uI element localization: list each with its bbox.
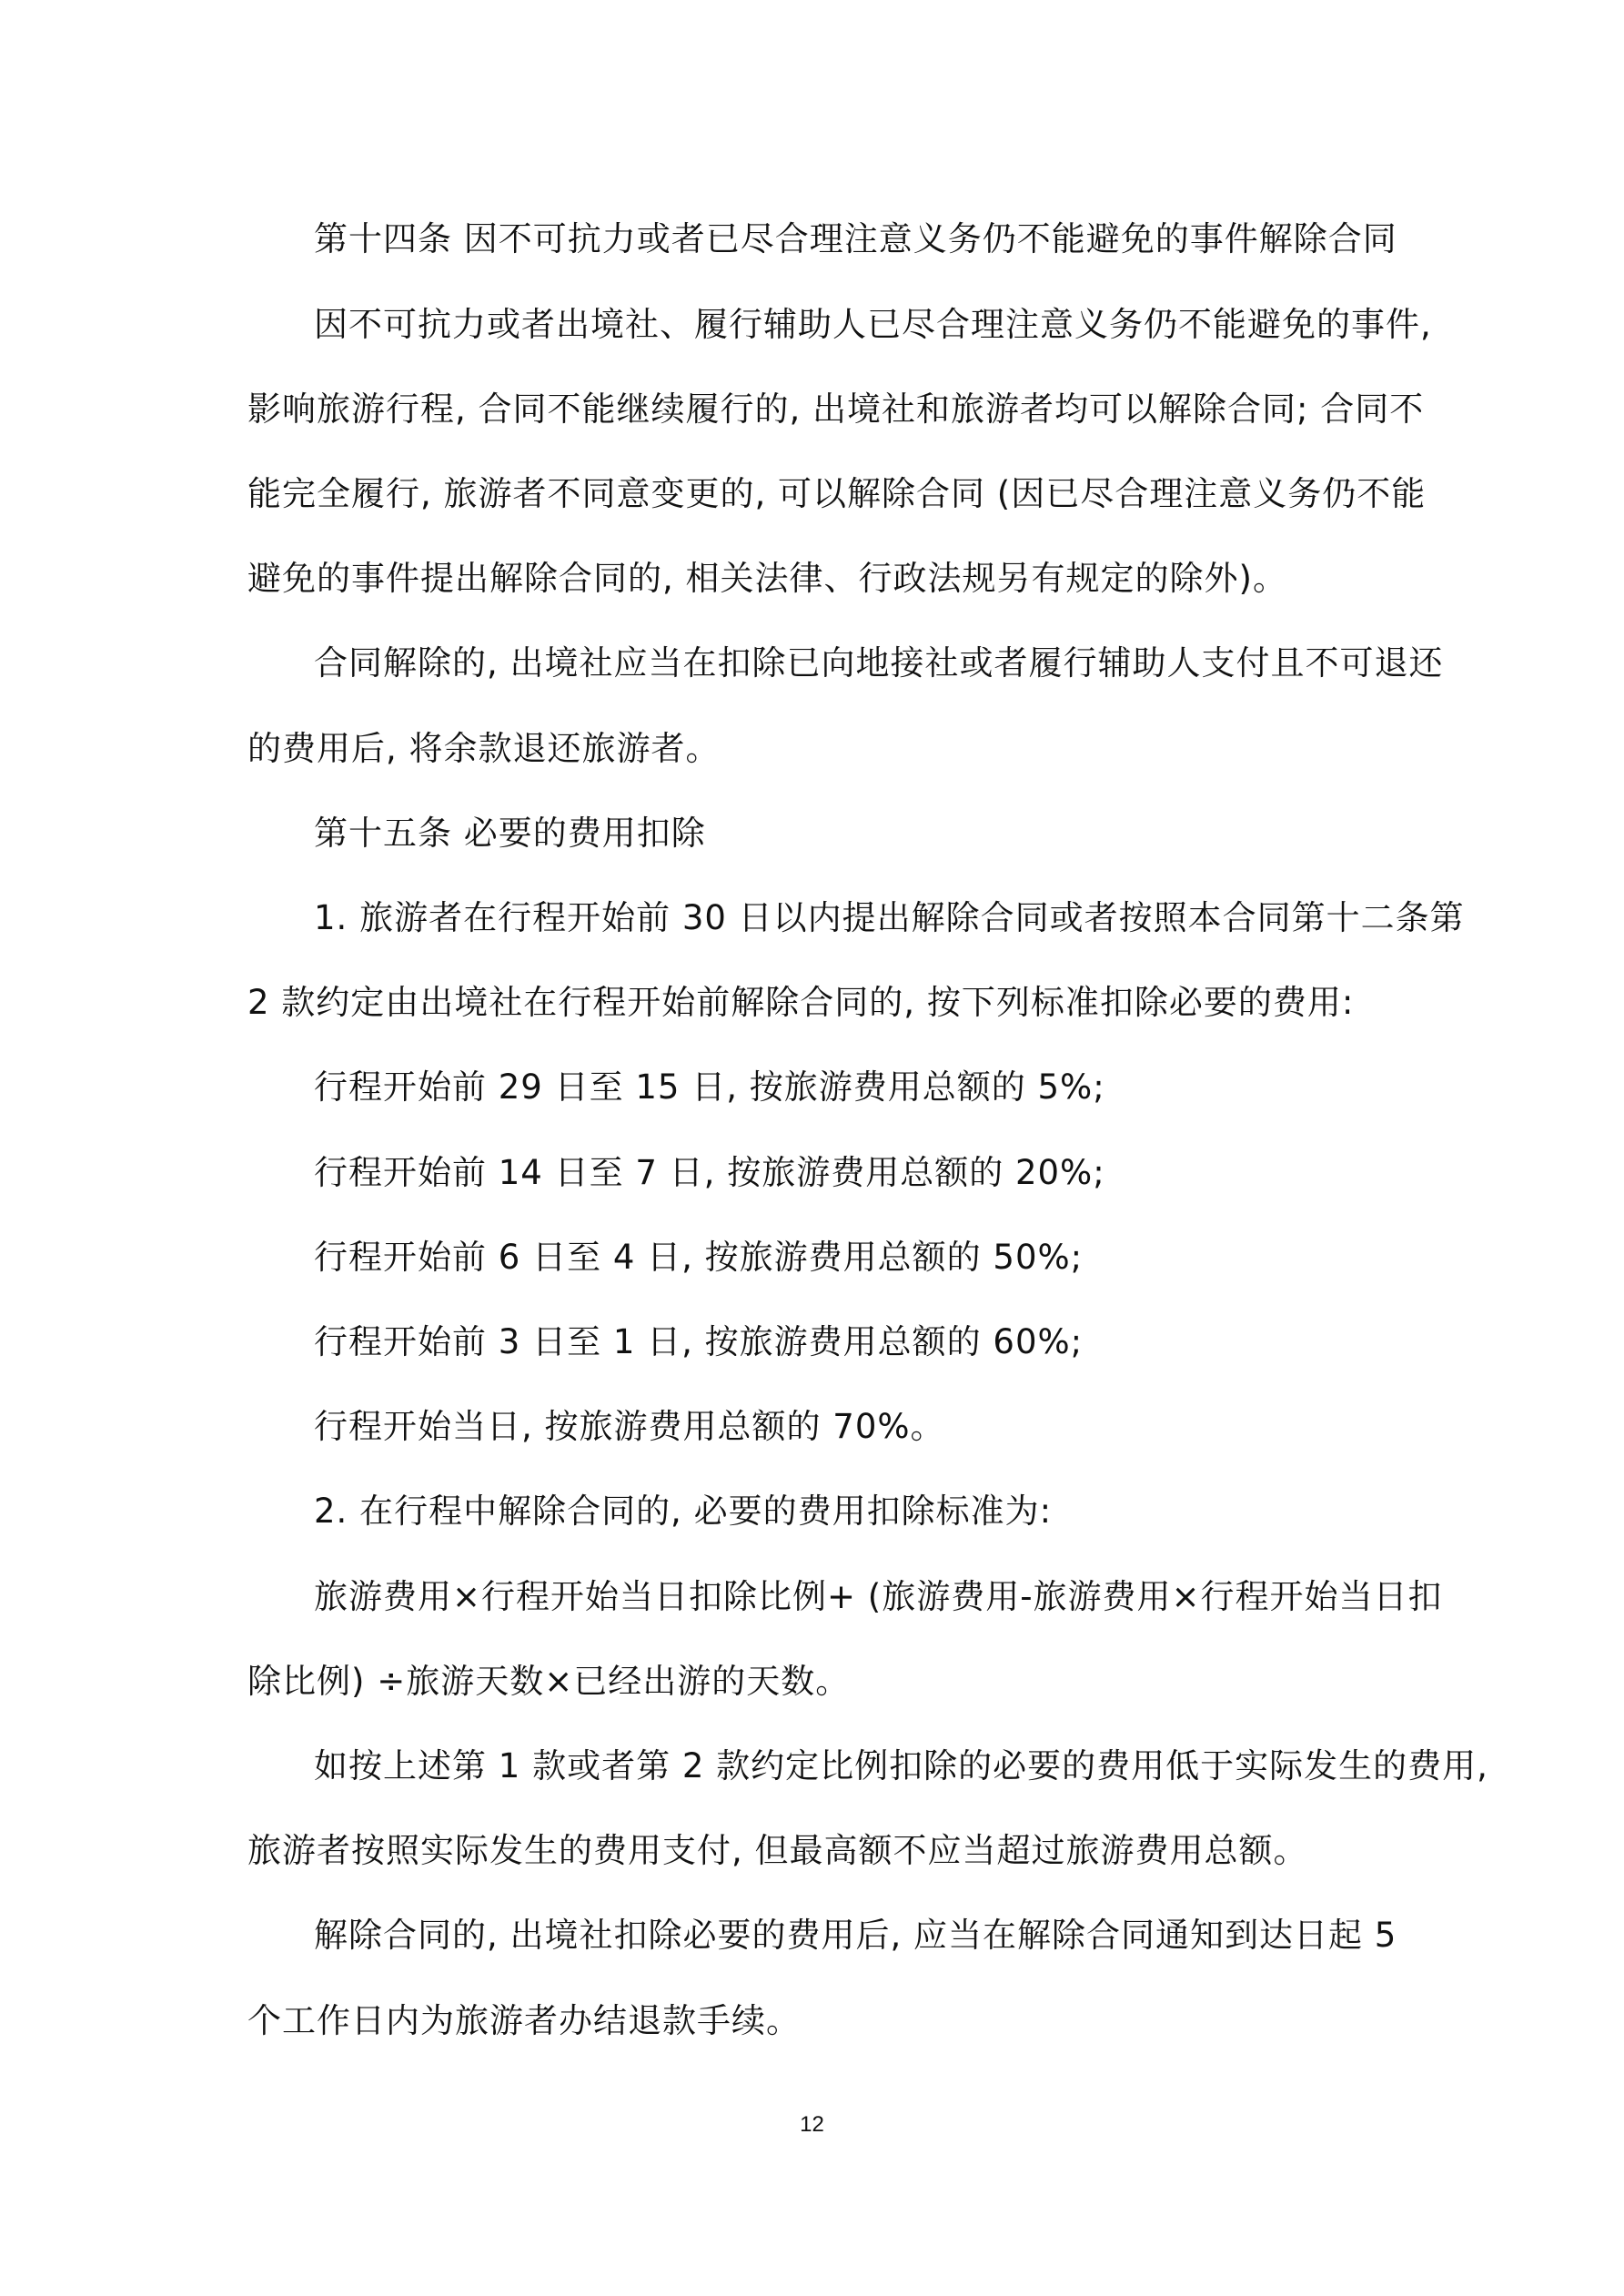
paragraph-line: 的费用后, 将余款退还旅游者。: [247, 729, 721, 768]
fee-rule-line: 行程开始前 14 日至 7 日, 按旅游费用总额的 20%;: [314, 1153, 1105, 1192]
fee-rule-line: 行程开始当日, 按旅游费用总额的 70%。: [314, 1407, 945, 1446]
page-number: 12: [800, 2112, 824, 2137]
paragraph-line: 合同解除的, 出境社应当在扣除已向地接社或者履行辅助人支付且不可退还: [314, 643, 1444, 683]
paragraph-line: 2 款约定由出境社在行程开始前解除合同的, 按下列标准扣除必要的费用:: [247, 983, 1355, 1022]
paragraph-line: 2. 在行程中解除合同的, 必要的费用扣除标准为:: [314, 1492, 1053, 1531]
formula-line: 除比例) ÷旅游天数×已经出游的天数。: [247, 1662, 851, 1701]
paragraph-line: 能完全履行, 旅游者不同意变更的, 可以解除合同 (因已尽合理注意义务仍不能: [247, 474, 1427, 513]
fee-rule-line: 行程开始前 6 日至 4 日, 按旅游费用总额的 50%;: [314, 1238, 1084, 1277]
article-14-heading: 第十四条 因不可抗力或者已尽合理注意义务仍不能避免的事件解除合同: [314, 219, 1397, 258]
paragraph-line: 解除合同的, 出境社扣除必要的费用后, 应当在解除合同通知到达日起 5: [314, 1916, 1397, 1955]
formula-line: 旅游费用×行程开始当日扣除比例+ (旅游费用-旅游费用×行程开始当日扣: [314, 1577, 1443, 1616]
paragraph-line: 影响旅游行程, 合同不能继续履行的, 出境社和旅游者均可以解除合同; 合同不: [247, 389, 1425, 429]
paragraph-line: 1. 旅游者在行程开始前 30 日以内提出解除合同或者按照本合同第十二条第: [314, 898, 1465, 937]
paragraph-line: 个工作日内为旅游者办结退款手续。: [247, 2001, 801, 2040]
paragraph-line: 旅游者按照实际发生的费用支付, 但最高额不应当超过旅游费用总额。: [247, 1831, 1308, 1870]
paragraph-line: 因不可抗力或者出境社、履行辅助人已尽合理注意义务仍不能避免的事件,: [314, 305, 1432, 344]
paragraph-line: 如按上述第 1 款或者第 2 款约定比例扣除的必要的费用低于实际发生的费用,: [314, 1746, 1488, 1785]
fee-rule-line: 行程开始前 3 日至 1 日, 按旅游费用总额的 60%;: [314, 1322, 1084, 1361]
article-15-heading: 第十五条 必要的费用扣除: [314, 814, 706, 853]
fee-rule-line: 行程开始前 29 日至 15 日, 按旅游费用总额的 5%;: [314, 1067, 1105, 1107]
paragraph-line: 避免的事件提出解除合同的, 相关法律、行政法规另有规定的除外)。: [247, 559, 1287, 598]
